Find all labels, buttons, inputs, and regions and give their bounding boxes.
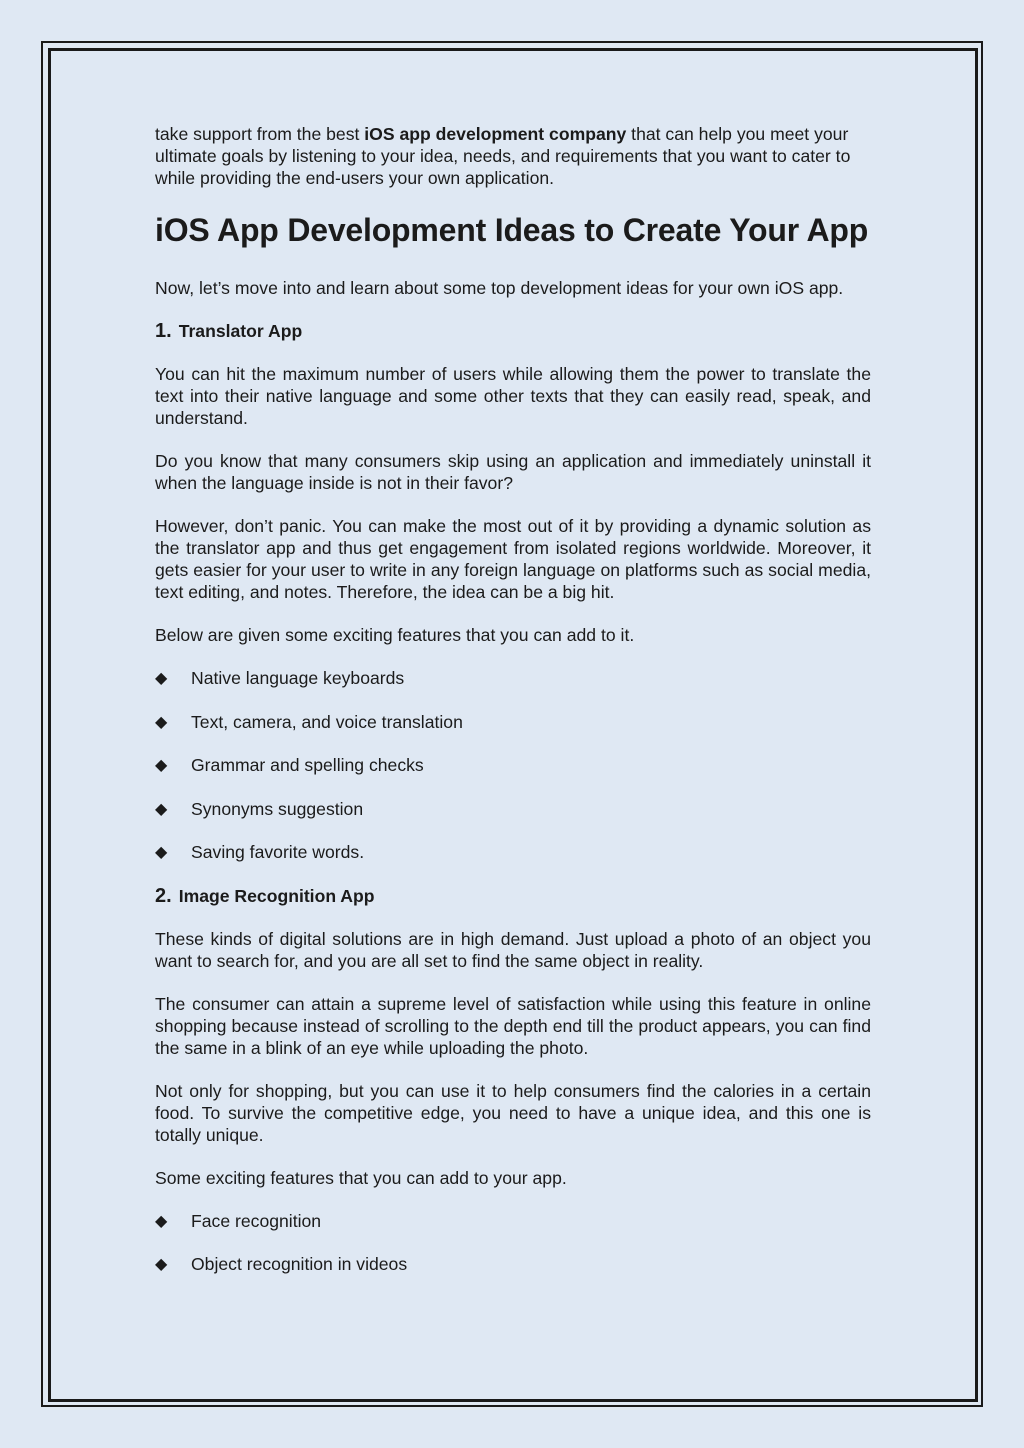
idea-2-paragraph: The consumer can attain a supreme level of satisfaction while using this feature in online shopping because instead of scrolling to the depth end till the product appears, you can find the same in a blink of an eye while uploading the photo. [155, 993, 871, 1058]
feature-list-item [155, 667, 871, 689]
idea-2-paragraph: Some exciting features that you can add to your app. [155, 1167, 567, 1188]
idea-1-paragraph: However, don’t panic. You can make the most out of it by providing a dynamic solution as the translator app and thus get engagement from isolated regions worldwide. Moreover, it gets easier for your user to write in any foreign language on platforms such as social media, text editing, and notes. Therefore, the idea can be a big hit. [155, 516, 871, 602]
intro-bold-keyword: iOS app development company [364, 124, 627, 144]
feature-text: Saving favorite words. [191, 842, 365, 862]
idea-1-paragraph: Below are given some exciting features that you can add to it. [155, 625, 635, 645]
feature-text: Grammar and spelling checks [191, 755, 424, 775]
feature-text: Synonyms suggestion [191, 798, 364, 819]
lead-paragraph: Now, let’s move into and learn about some top development ideas for your own iOS app. [155, 278, 844, 298]
diamond-bullet-icon: ◆ [155, 713, 168, 731]
idea-1-number: 1. [155, 320, 172, 342]
diamond-bullet-icon: ◆ [155, 1256, 168, 1273]
intro-paragraph [155, 123, 871, 189]
section-heading: iOS App Development Ideas to Create Your App [155, 212, 869, 248]
feature-text: Text, camera, and voice translation [191, 711, 463, 732]
idea-1-title-text: Translator App [178, 321, 303, 341]
idea-2-number: 2. [155, 884, 172, 907]
document-body [155, 123, 871, 1297]
feature-list-item [155, 1253, 871, 1275]
idea-1-title [155, 320, 871, 342]
feature-list-item [155, 1210, 871, 1232]
diamond-bullet-icon: ◆ [155, 757, 168, 774]
idea-1-feature-list [155, 667, 871, 863]
intro-text-after: that can help you meet your ultimate goals by listening to your idea, needs, and requirements that you want to cater to while providing the end-users your own application. [155, 124, 851, 188]
diamond-bullet-icon: ◆ [155, 844, 168, 861]
feature-list-item [155, 798, 871, 820]
idea-2-title-text: Image Recognition App [178, 885, 375, 906]
idea-1-paragraph: Do you know that many consumers skip using an application and immediately uninstall it when the language inside is not in their favor? [155, 451, 871, 493]
feature-text: Face recognition [191, 1210, 322, 1231]
feature-text: Object recognition in videos [191, 1254, 408, 1274]
feature-list-item [155, 711, 871, 733]
idea-2-title [155, 885, 871, 907]
feature-list-item [155, 754, 871, 776]
intro-text-before: take support from the best [155, 124, 365, 144]
feature-text: Native language keyboards [191, 668, 405, 688]
idea-2-paragraph: These kinds of digital solutions are in high demand. Just upload a photo of an object you want to search for, and you are all set to find the same object in reality. [155, 928, 871, 971]
diamond-bullet-icon: ◆ [155, 670, 168, 687]
diamond-bullet-icon: ◆ [155, 1212, 168, 1230]
idea-1-paragraph: You can hit the maximum number of users while allowing them the power to translate the text into their native language and some other texts that they can easily read, speak, and understand. [155, 364, 871, 428]
idea-2-paragraph: Not only for shopping, but you can use it to help consumers find the calories in a certain food. To survive the competitive edge, you need to have a unique idea, and this one is totally unique. [155, 1080, 871, 1145]
feature-list-item [155, 841, 871, 863]
diamond-bullet-icon: ◆ [155, 800, 168, 818]
idea-2-feature-list [155, 1210, 871, 1276]
